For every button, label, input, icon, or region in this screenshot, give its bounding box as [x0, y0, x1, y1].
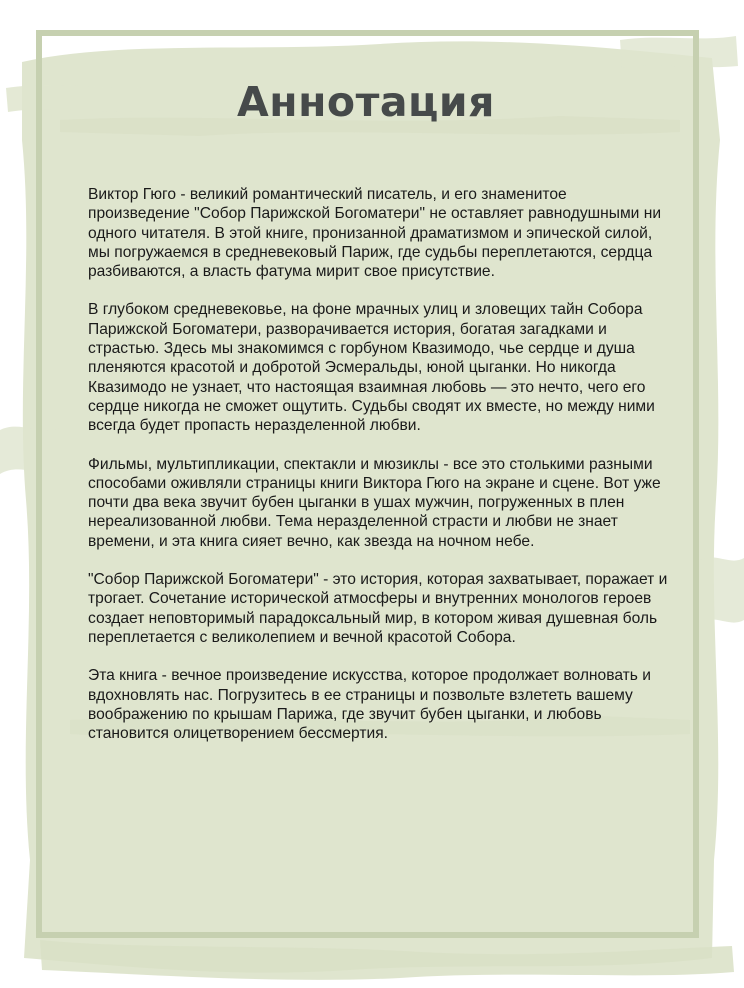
annotation-body: [88, 185, 668, 762]
brush-stroke: [700, 557, 744, 622]
page-title: Аннотация: [237, 78, 495, 126]
paragraph: Эта книга - вечное произведение искусства, которое продолжает волновать и вдохновлять нас. Погрузитесь в ее страницы и позвольте взлететь вашему воображению по крышам Парижа, где звучит бубен цыганки, и любовь становится олицетворением бессмертия.: [88, 667, 651, 743]
paragraph: В глубоком средневековье, на фоне мрачных улиц и зловещих тайн Собора Парижской Богоматери, разворачивается история, богатая загадками и страстью. Здесь мы знакомимся с горбуном Квазимодо, чье сердце и душа пленяются красотой и добротой Эсмеральды, юной цыганки. Но никогда Квазимодо не узнает, что настоящая взаимная любовь — это нечто, чего его сердце никогда не сможет ощутить. Судьбы сводят их вместе, но между ними всегда будет пропасть неразделенной любви.: [88, 301, 655, 435]
paragraph: Фильмы, мультипликации, спектакли и мюзиклы - все это столькими разными способами оживляли страницы книги Виктора Гюго на экране и сцене. Вот уже почти два века звучит бубен цыганки в ушах мужчин, погруженных в плен нереализованной любви. Тема неразделенной страсти и любви не знает времени, и эта книга сияет вечно, как звезда на ночном небе.: [88, 455, 661, 550]
paragraph: "Собор Парижской Богоматери" - это история, которая захватывает, поражает и трогает. Сочетание исторической атмосферы и внутренних монологов героев создает неповторимый парадоксальный мир, в котором живая душевная боль переплетается с великолепием и вечной красотой Собора.: [88, 571, 668, 646]
paragraph: Виктор Гюго - великий романтический писатель, и его знаменитое произведение "Собор Парижской Богоматери" не оставляет равнодушными ни одного читателя. В этой книге, пронизанной драматизмом и эпической силой, мы погружаемся в средневековый Париж, где судьбы переплетаются, сердца разбиваются, а власть фатума мирит свое присутствие.: [88, 186, 662, 281]
